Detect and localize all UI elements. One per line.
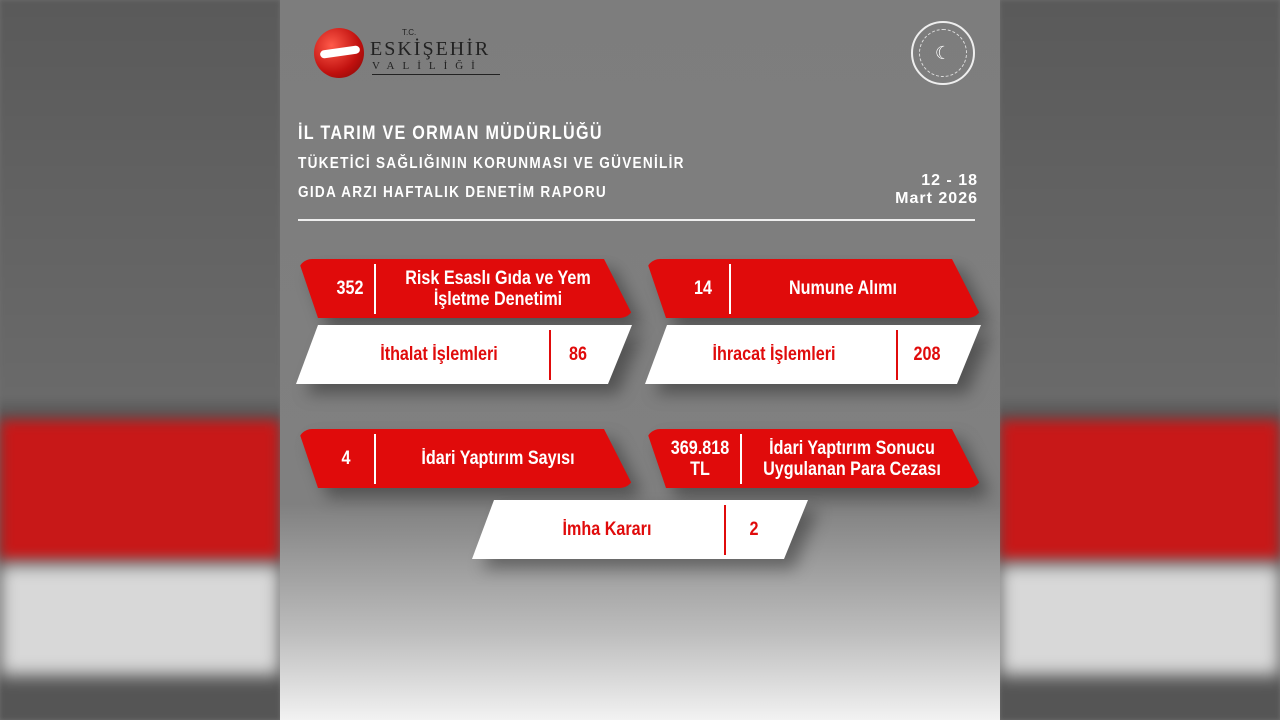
date-month: Mart 2026 bbox=[895, 190, 978, 207]
logo-emblem-icon bbox=[314, 28, 364, 78]
ministry-seal-icon: ☾ bbox=[911, 21, 975, 85]
stat-card-destruction bbox=[472, 500, 808, 559]
logo-tc: T.C. bbox=[402, 28, 417, 37]
stat-label: İdari Yaptırım Sonucu Uygulanan Para Cezası bbox=[763, 437, 941, 480]
stat-value: 369.818 TL bbox=[670, 437, 730, 480]
blurred-background-left bbox=[0, 0, 280, 720]
stat-card-sanctions bbox=[298, 429, 634, 488]
divider bbox=[298, 219, 975, 221]
blurred-background-right bbox=[1000, 0, 1280, 720]
stat-value: 14 bbox=[694, 278, 712, 299]
stat-card-fines bbox=[646, 429, 982, 488]
logo-sub: VALİLİĞİ bbox=[372, 60, 500, 75]
stat-card-risk-inspection bbox=[298, 259, 634, 318]
infographic-panel bbox=[280, 0, 1000, 720]
stat-label: İhracat İşlemleri bbox=[712, 344, 836, 365]
stat-label: Risk Esaslı Gıda ve Yem İşletme Denetimi bbox=[405, 267, 591, 310]
header-subtitle-1: TÜKETİCİ SAĞLIĞININ KORUNMASI VE GÜVENİLİR bbox=[298, 155, 685, 172]
stat-value: 2 bbox=[749, 519, 759, 540]
date-range: 12 - 18 bbox=[921, 172, 978, 189]
stat-value: 352 bbox=[336, 278, 364, 299]
stat-card-sampling bbox=[646, 259, 982, 318]
stat-label: Numune Alımı bbox=[789, 278, 897, 299]
stat-label: İthalat İşlemleri bbox=[380, 344, 498, 365]
stat-card-import bbox=[296, 325, 632, 384]
stat-value: 4 bbox=[341, 448, 351, 469]
stat-card-export bbox=[645, 325, 981, 384]
header-subtitle-2: GIDA ARZI HAFTALIK DENETİM RAPORU bbox=[298, 184, 608, 201]
stat-value: 86 bbox=[569, 344, 587, 365]
stat-label: İdari Yaptırım Sayısı bbox=[421, 448, 575, 469]
stat-label: İmha Kararı bbox=[562, 519, 652, 540]
logo-name: ESKİŞEHİR bbox=[370, 38, 491, 60]
header-title: İL TARIM VE ORMAN MÜDÜRLÜĞÜ bbox=[298, 123, 603, 144]
eskisehir-valiligi-logo bbox=[314, 26, 491, 82]
stat-value: 208 bbox=[913, 344, 941, 365]
